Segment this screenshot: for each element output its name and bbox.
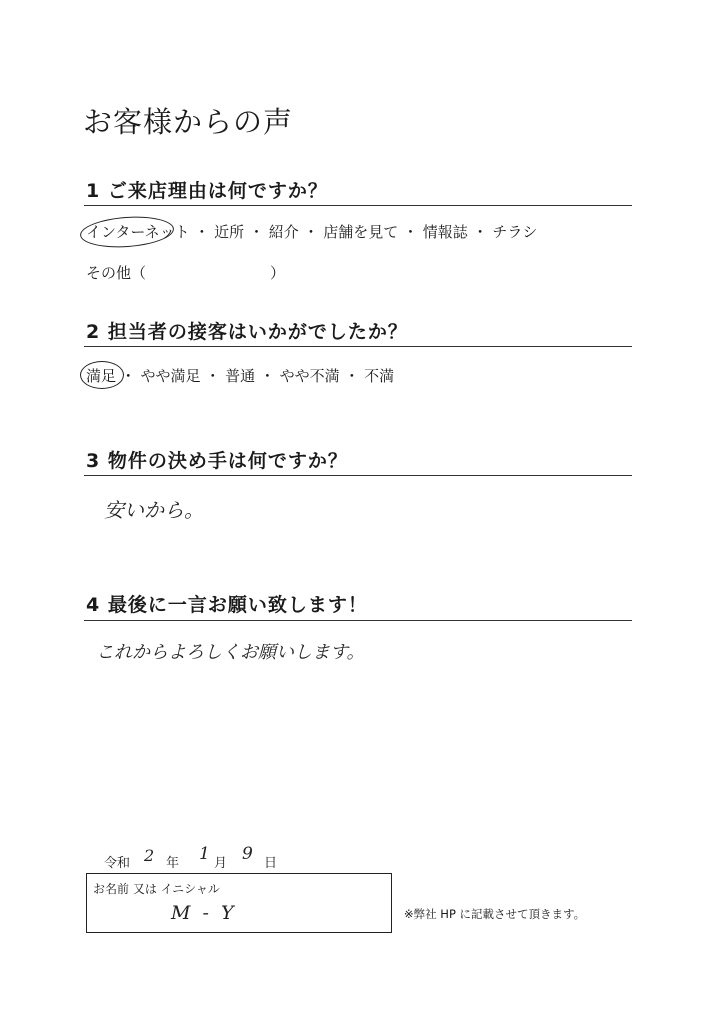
name-box-label: お名前 又は イニシャル [93,882,220,896]
question-2-heading: 2 担当者の接客はいかがでしたか？ [86,321,408,343]
date-year: 2 [144,846,155,865]
question-3-rule [84,475,632,476]
question-1-other: その他（ ） [86,264,285,282]
date-day-unit: 日 [264,856,278,871]
question-2-options: 満足 ・ やや満足 ・ 普通 ・ やや不満 ・ 不満 [86,367,395,385]
date-month-unit: 月 [214,856,228,871]
date-year-unit: 年 [166,856,180,871]
question-3-answer: 安いから。 [104,498,204,522]
publication-note: ※弊社 HP に記載させて頂きます。 [404,907,586,921]
name-box-value: M - Y [171,902,237,924]
question-1-options: インターネット ・ 近所 ・ 紹介 ・ 店舗を見て ・ 情報誌 ・ チラシ [86,223,538,241]
question-1-heading: 1 ご来店理由は何ですか？ [86,180,328,202]
page-title: お客様からの声 [83,105,294,139]
date-month: 1 [199,844,210,864]
selection-circle [79,214,175,250]
question-3-heading: 3 物件の決め手は何ですか？ [86,450,348,472]
question-4-rule [84,620,632,621]
name-box [86,873,392,933]
date-day: 9 [242,844,253,864]
question-4-answer: これからよろしくお願いします。 [96,642,365,663]
selection-circle [80,361,124,389]
date-era: 令和 [104,856,131,871]
question-2-rule [84,346,632,347]
question-4-heading: 4 最後に一言お願い致します！ [86,594,368,616]
question-1-rule [84,205,632,206]
